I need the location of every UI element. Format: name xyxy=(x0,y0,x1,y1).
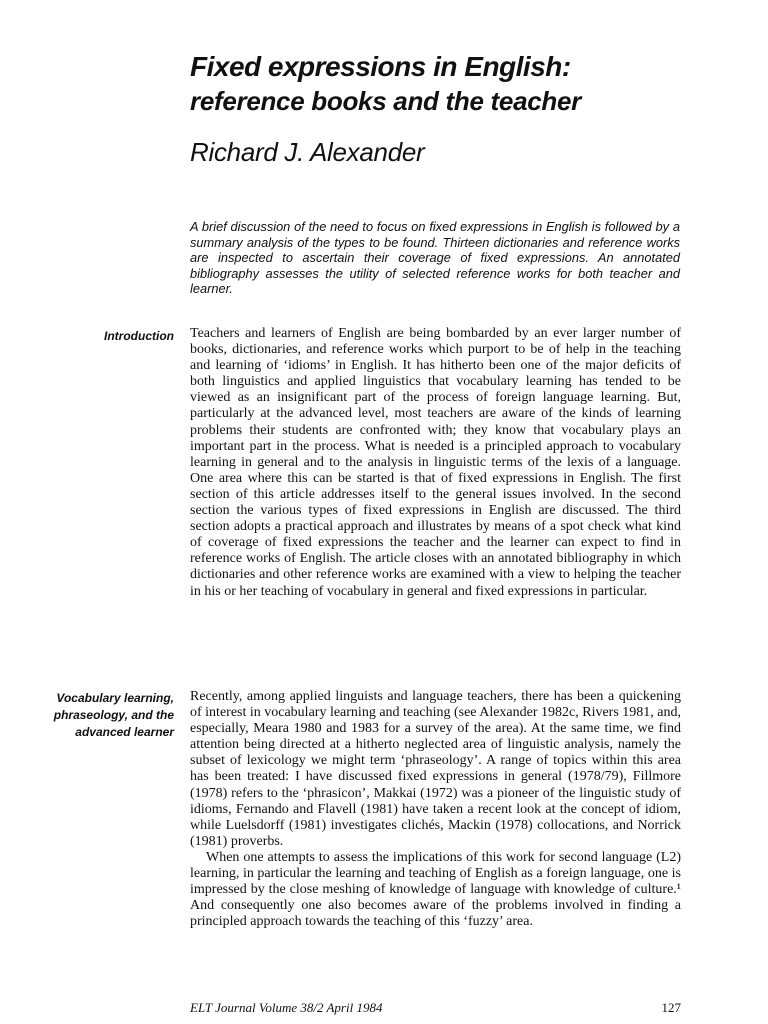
section-heading-introduction xyxy=(10,328,174,345)
section-introduction-body xyxy=(190,326,681,600)
section-heading-vocabulary-learning xyxy=(10,690,174,741)
article-title: Fixed expressions in English: xyxy=(190,51,571,82)
section-vocabulary-learning-body xyxy=(190,689,681,930)
abstract: A brief discussion of the need to focus on fixed expressions in English is followed by a summary analysis of the types to be found. Thirteen dictionaries and reference works are inspected to ascertain their coverage of fixed expressions. An annotated bibliography assesses the utility of selected reference works for both teacher and learner. xyxy=(190,219,680,297)
article-subtitle: reference books and the teacher xyxy=(190,86,581,116)
page-footer xyxy=(190,1000,681,1016)
journal-citation: ELT Journal Volume 38/2 April 1984 xyxy=(190,1000,383,1015)
paragraph: When one attempts to assess the implications of this work for second language (L2) learning, in particular the learning and teaching of English as a foreign language, one is impressed by the close meshing of knowledge of language with knowledge of culture.¹ And consequently one also becomes aware of the problems involved in finding a principled approach towards the teaching of this ‘fuzzy’ area. xyxy=(190,849,681,930)
paragraph: Teachers and learners of English are being bombarded by an ever larger number of books, dictionaries, and reference works which purport to be of help in the teaching and learning of ‘idioms’ in English. It has hitherto been one of the major deficits of both linguistics and applied linguistics that vocabulary learning has tended to be viewed as an insignificant part of the process of foreign language learning. But, particularly at the advanced level, most teachers are aware of the kinds of learning problems their students are confronted with; they know that vocabulary plays an important part in the process. What is needed is a principled approach to vocabulary learning in general and to the analysis in linguistic terms of the lexis of a language. One area where this can be started is that of fixed expressions in English. The first section of this article addresses itself to the general issues involved. In the second section the various types of fixed expressions in English are discussed. The third section adopts a practical approach and illustrates by means of a spot check what kind of coverage of fixed expressions the teacher and the learner can expect to find in reference works of English. The article closes with an annotated bibliography in which dictionaries and other reference works are examined with a view to helping the teacher in his or her teaching of vocabulary in general and fixed expressions in particular. xyxy=(190,326,681,599)
section-heading-line: Introduction xyxy=(104,329,174,343)
article-header xyxy=(190,50,730,168)
author-name: Richard J. Alexander xyxy=(190,137,425,167)
paragraph: Recently, among applied linguists and language teachers, there has been a quickening of interest in vocabulary learning and teaching (see Alexander 1982c, Rivers 1981, and, especially, Meara 1980 and 1983 for a survey of the area). At the same time, we find attention being directed at a hitherto neglected area of linguistic analysis, namely the subset of lexicology we might term ‘phraseology’. A range of topics within this area has been treated: I have discussed fixed expressions in general (1978/79), Fillmore (1978) refers to the ‘phrasicon’, Makkai (1972) was a pioneer of the linguistic study of idioms, Fernando and Flavell (1981) have taken a recent look at the concept of idiom, while Luelsdorff (1981) investigates clichés, Mackin (1978) collocations, and Norrick (1981) proverbs. xyxy=(190,689,682,849)
page-number: 127 xyxy=(661,1000,681,1015)
section-heading-line: Vocabulary learning, xyxy=(56,691,174,705)
section-heading-line: advanced learner xyxy=(75,725,174,739)
section-heading-line: phraseology, and the xyxy=(53,708,174,722)
